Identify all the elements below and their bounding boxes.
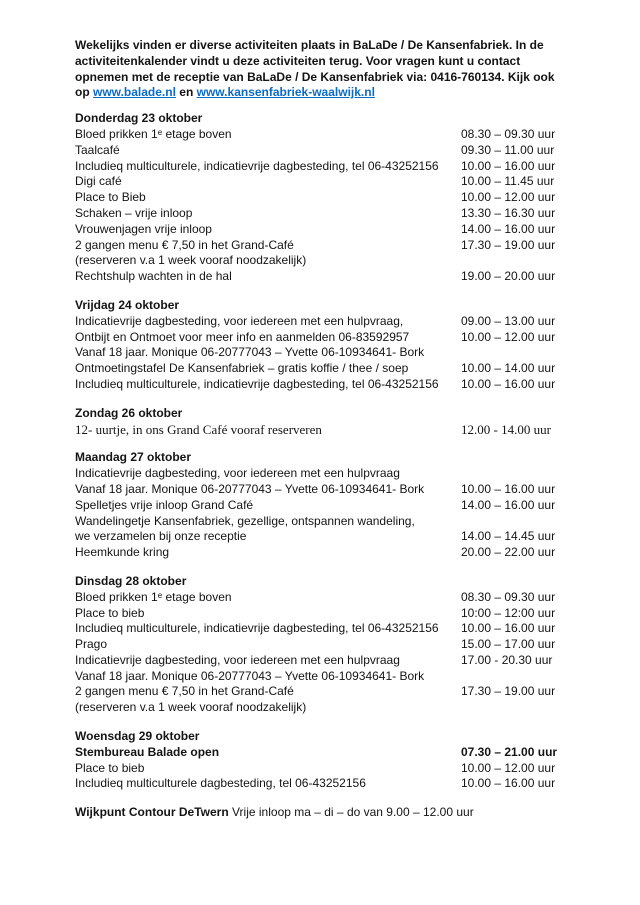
activity-label: Ontbijt en Ontmoet voor meer info en aanmelden 06-83592957 (75, 329, 410, 344)
activity-time: 15.00 – 17.00 uur (461, 637, 556, 652)
activity-label: Stembureau Balade open (75, 744, 220, 759)
activity-time: 17.00 - 20.30 uur (461, 652, 553, 667)
activity-time: 10:00 – 12:00 uur (461, 605, 556, 620)
activity-row (75, 529, 582, 545)
intro-line-1: Wekelijks vinden er diverse activiteiten plaats in BaLaDe / De Kansenfabriek. In de (75, 38, 544, 52)
activity-time: 10.00 – 12.00 uur (461, 329, 556, 344)
activity-row (75, 377, 582, 393)
link-balade[interactable]: www.balade.nl (93, 85, 176, 100)
activity-time: 10.00 – 16.00 uur (461, 158, 556, 173)
activity-label: Heemkunde kring (75, 545, 170, 560)
activity-label: Vanaf 18 jaar. Monique 06-20777043 – Yvette 06-10934641- Bork (75, 345, 425, 360)
activity-row (75, 590, 582, 606)
day-section-title: Donderdag 23 oktober (75, 111, 203, 126)
section-rows (75, 745, 582, 792)
day-section-title: Zondag 26 oktober (75, 405, 183, 420)
activity-label: Bloed prikken 1ᵉ etage boven (75, 589, 232, 604)
activity-label: (reserveren v.a 1 week vooraf noodzakelijk) (75, 253, 307, 268)
day-section (75, 111, 582, 285)
activity-label: Bloed prikken 1ᵉ etage boven (75, 126, 232, 141)
activity-row (75, 700, 582, 716)
activity-time: 10.00 – 16.00 uur (461, 481, 556, 496)
activity-time: 13.30 – 16.30 uur (461, 205, 556, 220)
activity-time: 14.00 – 16.00 uur (461, 221, 556, 236)
section-rows (75, 127, 582, 285)
activity-row (75, 545, 582, 561)
activity-label: 12- uurtje, in ons Grand Café vooraf reserveren (75, 421, 322, 437)
day-section (75, 574, 582, 716)
activity-time: 08.30 – 09.30 uur (461, 126, 556, 141)
day-section (75, 450, 582, 561)
activity-row (75, 159, 582, 175)
footer-text: Vrije inloop ma – di – do van 9.00 – 12.00 uur (228, 805, 474, 820)
link-kansenfabriek-waalwijk[interactable]: www.kansenfabriek-waalwijk.nl (196, 85, 375, 100)
activity-label: Ontmoetingstafel De Kansenfabriek – gratis koffie / thee / soep (75, 361, 409, 376)
activity-row (75, 190, 582, 206)
activity-row (75, 238, 582, 254)
activity-time: 09.30 – 11.00 uur (461, 142, 555, 157)
day-section (75, 406, 582, 438)
activity-row (75, 174, 582, 190)
footer-label: Wijkpunt Contour DeTwern (75, 805, 229, 820)
activity-row (75, 761, 582, 777)
activity-label: Includieq multiculturele, indicatievrije dagbesteding, tel 06-43252156 (75, 621, 439, 636)
activity-time: 19.00 – 20.00 uur (461, 269, 556, 284)
activity-label: Place to bieb (75, 760, 145, 775)
activity-row (75, 345, 582, 361)
activity-time: 12.00 - 14.00 uur (461, 421, 551, 437)
activity-row (75, 653, 582, 669)
activity-time: 17.30 – 19.00 uur (461, 237, 556, 252)
intro-line-2: activiteitenkalender vindt u deze activiteiten terug. Voor vragen kunt u contact opnemen (75, 53, 521, 84)
activity-label: Vrouwenjagen vrije inloop (75, 221, 212, 236)
activity-label: Schaken – vrije inloop (75, 205, 193, 220)
activity-time: 10.00 – 12.00 uur (461, 760, 556, 775)
day-section (75, 729, 582, 792)
activity-row (75, 314, 582, 330)
section-rows (75, 466, 582, 561)
intro-paragraph (75, 38, 570, 101)
activity-row (75, 466, 582, 482)
activity-label: Spelletjes vrije inloop Grand Café (75, 497, 254, 512)
intro-line-3: met de receptie van BaLaDe / De Kansenfabriek via: 0416-760134. Kijk ook op (75, 69, 555, 100)
activity-label: Indicatievrije dagbesteding, voor iedereen met een hulpvraag, (75, 313, 404, 328)
activity-label: (reserveren v.a 1 week vooraf noodzakelijk) (75, 700, 307, 715)
day-section-title: Woensdag 29 oktober (75, 729, 200, 744)
activity-time: 08.30 – 09.30 uur (461, 589, 556, 604)
activity-time: 10.00 – 14.00 uur (461, 361, 556, 376)
sections (75, 111, 582, 792)
activity-label: Rechtshulp wachten in de hal (75, 269, 232, 284)
activity-time: 10.00 – 11.45 uur (461, 174, 555, 189)
day-section-title: Vrijdag 24 oktober (75, 297, 180, 312)
activity-row (75, 621, 582, 637)
activity-time: 14.00 – 16.00 uur (461, 497, 556, 512)
activity-time: 07.30 – 21.00 uur (461, 744, 558, 759)
day-section-title: Maandag 27 oktober (75, 450, 192, 465)
activity-label: Vanaf 18 jaar. Monique 06-20777043 – Yvette 06-10934641- Bork (75, 668, 425, 683)
activity-label: Digi café (75, 174, 122, 189)
section-rows (75, 314, 582, 393)
activity-label: 2 gangen menu € 7,50 in het Grand-Café (75, 237, 294, 252)
activity-row (75, 498, 582, 514)
activity-label: Taalcafé (75, 142, 120, 157)
activity-label: 2 gangen menu € 7,50 in het Grand-Café (75, 684, 294, 699)
activity-row (75, 422, 582, 438)
intro-link-separator: en (179, 85, 194, 100)
intro-text (75, 38, 555, 99)
section-rows (75, 590, 582, 716)
activity-row (75, 222, 582, 238)
activity-time: 10.00 – 16.00 uur (461, 776, 556, 791)
activity-label: Includieq multiculturele, indicatievrije dagbesteding, tel 06-43252156 (75, 158, 439, 173)
section-rows (75, 422, 582, 438)
activity-label: Place to bieb (75, 605, 145, 620)
activity-time: 10.00 – 16.00 uur (461, 621, 556, 636)
activity-row (75, 776, 582, 792)
activity-time: 17.30 – 19.00 uur (461, 684, 556, 699)
activity-label: we verzamelen bij onze receptie (75, 529, 247, 544)
footer-line (75, 805, 582, 821)
activity-time: 14.00 – 14.45 uur (461, 529, 556, 544)
activity-row (75, 482, 582, 498)
activity-time: 10.00 – 12.00 uur (461, 190, 556, 205)
activity-row (75, 745, 582, 761)
activity-label: Prago (75, 637, 108, 652)
activity-row (75, 127, 582, 143)
activity-row (75, 684, 582, 700)
activity-label: Includieq multiculturele dagbesteding, tel 06-43252156 (75, 776, 366, 791)
day-section-title: Dinsdag 28 oktober (75, 573, 187, 588)
activity-time: 09.00 – 13.00 uur (461, 313, 556, 328)
activity-time: 20.00 – 22.00 uur (461, 545, 556, 560)
activity-label: Indicatievrije dagbesteding, voor iedereen met een hulpvraag (75, 466, 400, 481)
activity-row (75, 330, 582, 346)
activity-row (75, 637, 582, 653)
activity-row (75, 361, 582, 377)
activity-row (75, 269, 582, 285)
day-section (75, 298, 582, 393)
activity-time: 10.00 – 16.00 uur (461, 376, 556, 391)
activity-label: Place to Bieb (75, 190, 146, 205)
activity-label: Indicatievrije dagbesteding, voor iedereen met een hulpvraag (75, 652, 400, 667)
activity-label: Vanaf 18 jaar. Monique 06-20777043 – Yvette 06-10934641- Bork (75, 481, 425, 496)
activity-row (75, 253, 582, 269)
activity-row (75, 514, 582, 530)
activity-label: Wandelingetje Kansenfabriek, gezellige, ontspannen wandeling, (75, 513, 415, 528)
activity-label: Includieq multiculturele, indicatievrije dagbesteding, tel 06-43252156 (75, 376, 439, 391)
activity-row (75, 143, 582, 159)
activity-row (75, 606, 582, 622)
activity-row (75, 206, 582, 222)
activity-row (75, 669, 582, 685)
